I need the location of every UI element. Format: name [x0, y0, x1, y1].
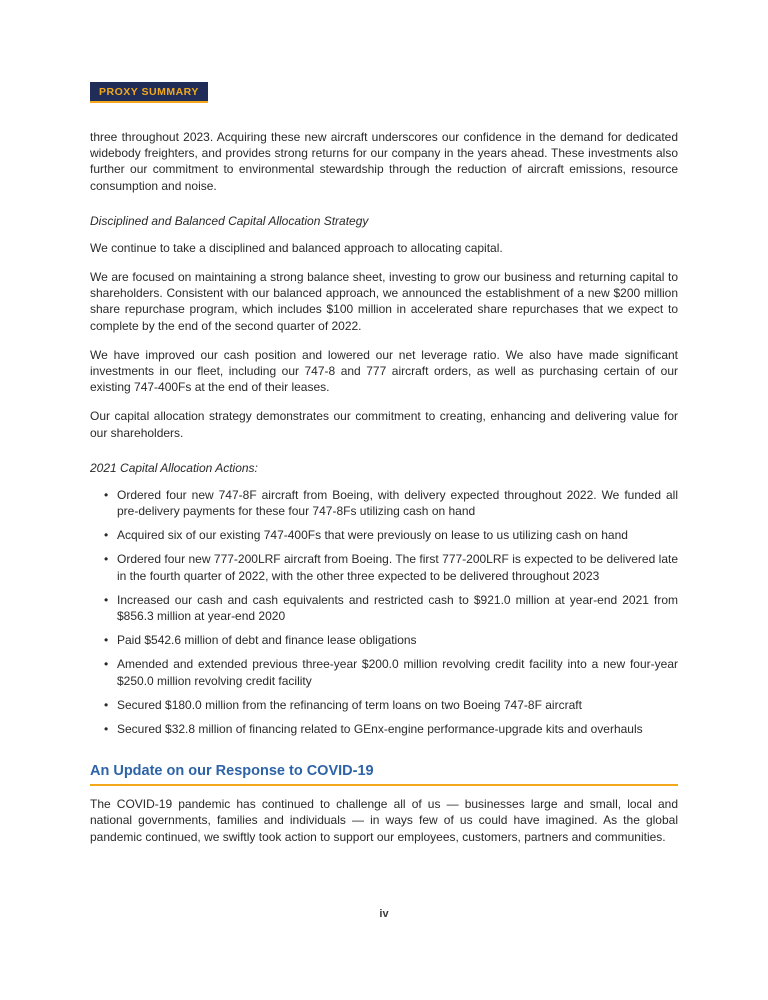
paragraph-capital-strategy-3: We have improved our cash position and lowered our net leverage ratio. We also have made significant investments in our fleet, including our 747-8 and 777 aircraft orders, as well as purchasing certain of our existing 747-400Fs at the end of their leases.: [90, 347, 678, 395]
page-number: iv: [379, 908, 389, 920]
gold-divider: [90, 784, 678, 786]
paragraph-capital-strategy-4: Our capital allocation strategy demonstrates our commitment to creating, enhancing and delivering value for our shareholders.: [90, 409, 678, 440]
list-item: • Ordered four new 777-200LRF aircraft from Boeing. The first 777-200LRF is expected to be delivered late in the fourth quarter of 2022, with the other three expected to be delivered throughout 2023: [90, 551, 678, 583]
list-item: • Secured $180.0 million from the refinancing of term loans on two Boeing 747-8F aircraft: [90, 697, 678, 713]
list-item: • Ordered four new 747-8F aircraft from Boeing, with delivery expected throughout 2022. We funded all pre-delivery payments for these four 747-8Fs utilizing cash on hand: [90, 487, 678, 519]
paragraph-capital-strategy-1: We continue to take a disciplined and balanced approach to allocating capital.: [90, 240, 503, 255]
paragraph-intro: three throughout 2023. Acquiring these new aircraft underscores our confidence in the demand for dedicated widebody freighters, and provides strong returns for our company in the years ahead. These investments also further our commitment to environmental stewardship through the reduction of aircraft emissions, resource consumption and noise.: [90, 130, 678, 193]
section-heading-2021-actions: 2021 Capital Allocation Actions:: [90, 460, 258, 475]
paragraph-covid: The COVID-19 pandemic has continued to challenge all of us — businesses large and small, local and national governments, families and individuals — in ways few of us could have imagined. As the global pandemic continued, we swiftly took action to support our employees, customers, partners and communities.: [90, 797, 678, 844]
paragraph-capital-strategy-2: We are focused on maintaining a strong balance sheet, investing to grow our business and returning capital to shareholders. Consistent with our balanced approach, we announced the establishment of a new $200 million share repurchase program, which includes $100 million in accelerated share repurchases that we expect to complete by the end of the second quarter of 2022.: [90, 270, 678, 333]
list-item: • Amended and extended previous three-year $200.0 million revolving credit facility into a new four-year $250.0 million revolving credit facility: [90, 656, 678, 688]
list-item: • Acquired six of our existing 747-400Fs that were previously on lease to us utilizing cash on hand: [90, 527, 678, 543]
list-item: • Paid $542.6 million of debt and finance lease obligations: [90, 632, 678, 648]
proxy-summary-badge: PROXY SUMMARY: [90, 82, 208, 103]
section-heading-covid-update: An Update on our Response to COVID-19: [90, 763, 374, 780]
list-item: • Secured $32.8 million of financing related to GEnx-engine performance-upgrade kits and overhauls: [90, 721, 678, 737]
capital-actions-list: [90, 487, 678, 737]
section-heading-capital-allocation-strategy: Disciplined and Balanced Capital Allocation Strategy: [90, 213, 369, 228]
list-item: • Increased our cash and cash equivalents and restricted cash to $921.0 million at year-end 2021 from $856.3 million at year-end 2020: [90, 592, 678, 624]
